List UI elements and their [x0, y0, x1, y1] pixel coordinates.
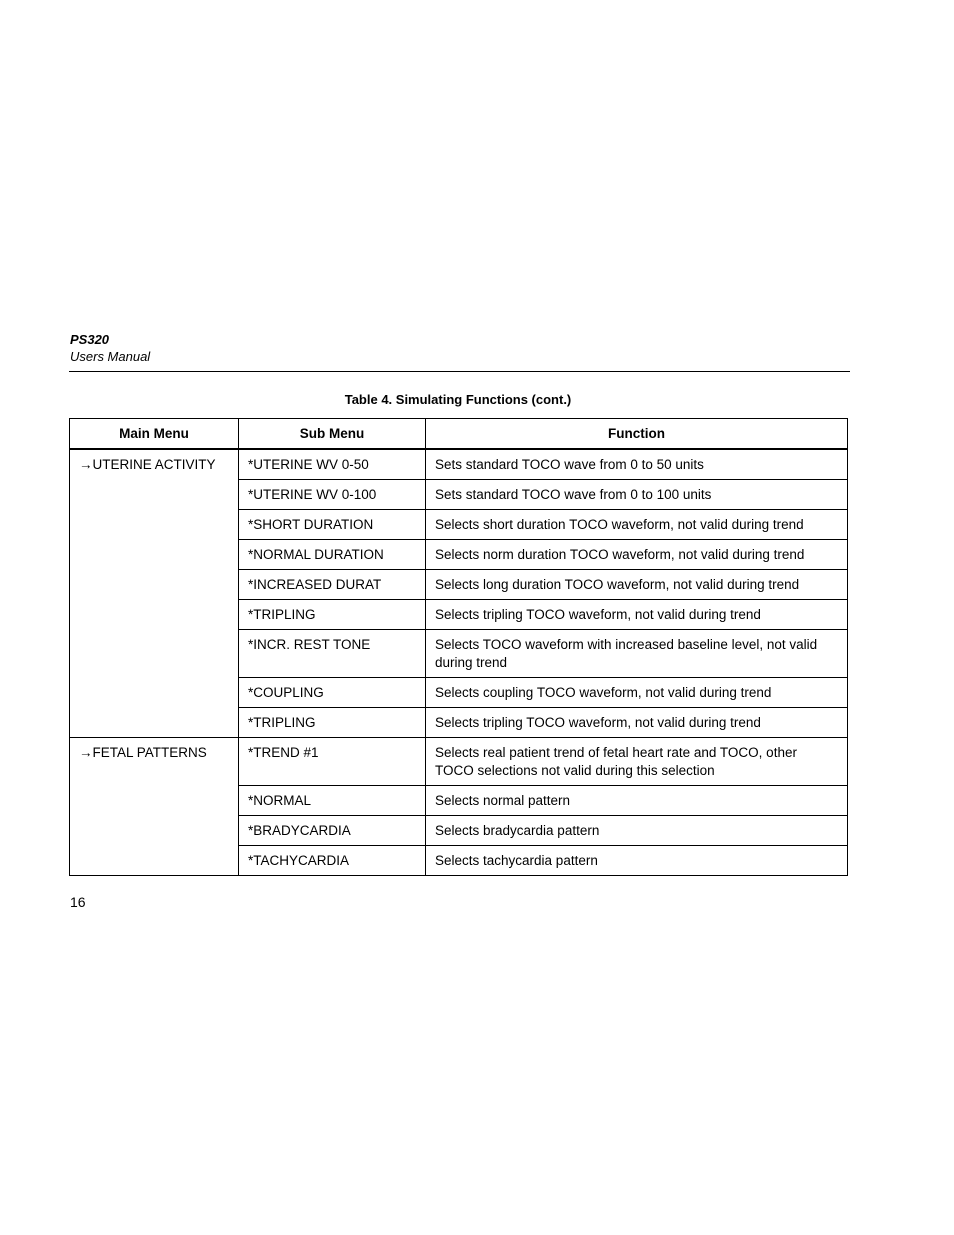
- function-cell: Selects tripling TOCO waveform, not valid during trend: [426, 708, 848, 738]
- column-header-function: Function: [426, 419, 848, 450]
- function-cell: Selects TOCO waveform with increased baseline level, not valid during trend: [426, 630, 848, 678]
- sub-menu-cell: *INCR. REST TONE: [239, 630, 426, 678]
- manual-title: Users Manual: [70, 349, 151, 364]
- sub-menu-cell: *COUPLING: [239, 678, 426, 708]
- function-cell: Selects real patient trend of fetal heart rate and TOCO, other TOCO selections not valid during this selection: [426, 738, 848, 786]
- function-cell: Selects short duration TOCO waveform, not valid during trend: [426, 510, 848, 540]
- main-menu-cell: →FETAL PATTERNS: [70, 738, 239, 876]
- function-cell: Sets standard TOCO wave from 0 to 50 units: [426, 449, 848, 480]
- table-row: [70, 738, 848, 786]
- table-row: [70, 449, 848, 480]
- sub-menu-cell: *BRADYCARDIA: [239, 816, 426, 846]
- simulating-functions-table: [69, 418, 848, 876]
- sub-menu-cell: *NORMAL DURATION: [239, 540, 426, 570]
- table-header-row: [70, 419, 848, 450]
- sub-menu-cell: *TRIPLING: [239, 600, 426, 630]
- table-body: [70, 449, 848, 876]
- sub-menu-cell: *NORMAL: [239, 786, 426, 816]
- sub-menu-cell: *UTERINE WV 0-100: [239, 480, 426, 510]
- function-cell: Sets standard TOCO wave from 0 to 100 units: [426, 480, 848, 510]
- main-menu-cell: →UTERINE ACTIVITY: [70, 449, 239, 738]
- table-title: Table 4. Simulating Functions (cont.): [344, 392, 572, 407]
- header-divider: [69, 371, 850, 372]
- sub-menu-cell: *SHORT DURATION: [239, 510, 426, 540]
- function-cell: Selects tripling TOCO waveform, not valid during trend: [426, 600, 848, 630]
- column-header-main-menu: Main Menu: [70, 419, 239, 450]
- function-cell: Selects bradycardia pattern: [426, 816, 848, 846]
- function-cell: Selects norm duration TOCO waveform, not valid during trend: [426, 540, 848, 570]
- sub-menu-cell: *INCREASED DURAT: [239, 570, 426, 600]
- function-cell: Selects coupling TOCO waveform, not valid during trend: [426, 678, 848, 708]
- sub-menu-cell: *TACHYCARDIA: [239, 846, 426, 876]
- function-cell: Selects long duration TOCO waveform, not valid during trend: [426, 570, 848, 600]
- column-header-sub-menu: Sub Menu: [239, 419, 426, 450]
- product-name: PS320: [70, 332, 110, 347]
- sub-menu-cell: *TRIPLING: [239, 708, 426, 738]
- sub-menu-cell: *UTERINE WV 0-50: [239, 449, 426, 480]
- function-cell: Selects tachycardia pattern: [426, 846, 848, 876]
- sub-menu-cell: *TREND #1: [239, 738, 426, 786]
- page-number: 16: [70, 894, 86, 910]
- running-header: [70, 331, 850, 366]
- function-cell: Selects normal pattern: [426, 786, 848, 816]
